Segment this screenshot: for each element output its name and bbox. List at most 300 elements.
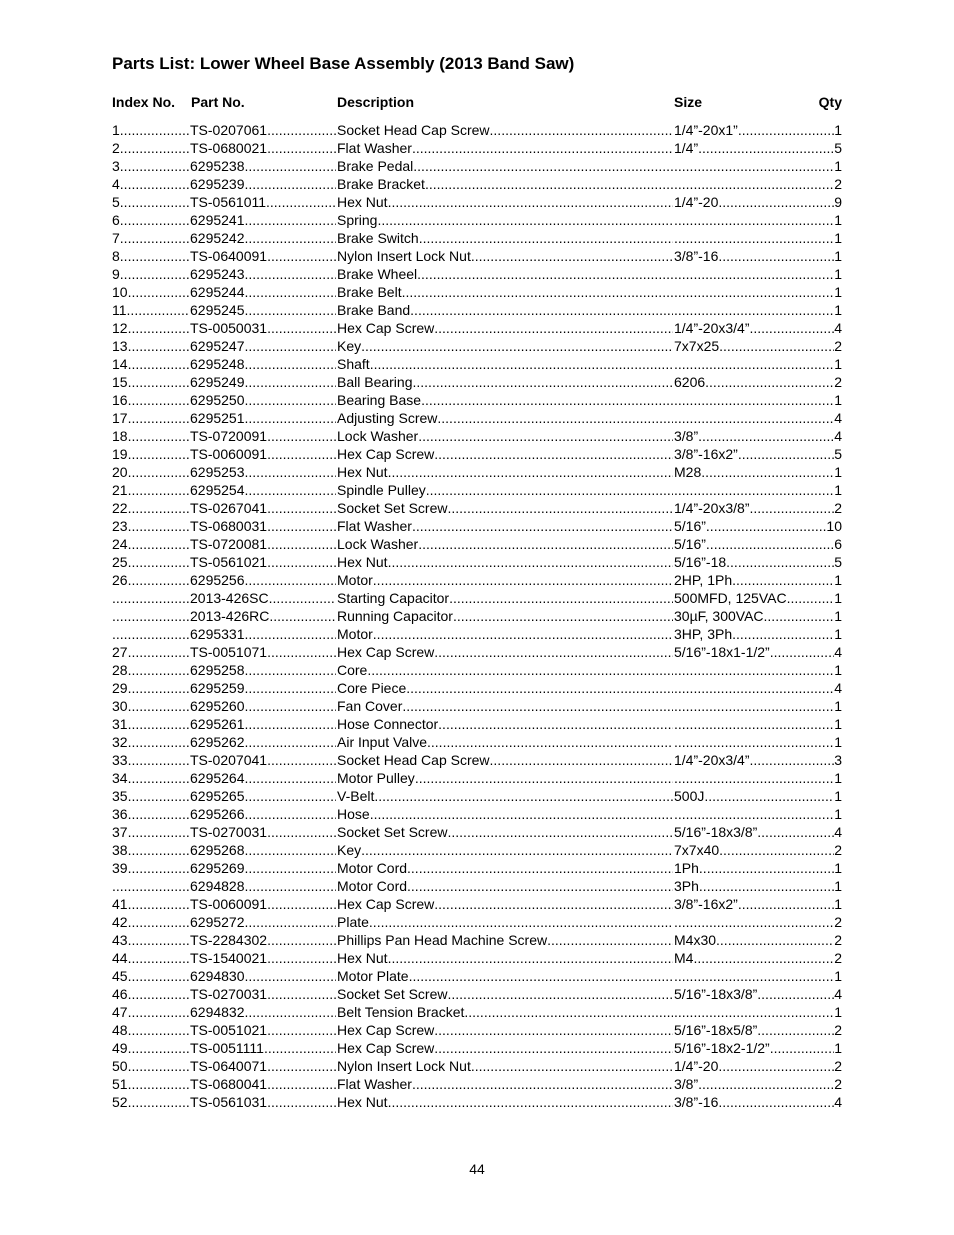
index-cell-text: 18: [112, 428, 128, 444]
table-row: [0, 283, 954, 301]
description-cell-text: Hex Nut: [337, 194, 388, 210]
dot-leader: [120, 157, 189, 175]
dot-leader: [701, 463, 834, 481]
size-cell: [674, 733, 842, 751]
part-cell: [190, 427, 336, 445]
description-cell-text: Hex Cap Screw: [337, 1022, 435, 1038]
table-row: [0, 1093, 954, 1111]
dot-leader: [245, 769, 336, 787]
dot-leader: [764, 607, 835, 625]
dot-leader: [732, 571, 834, 589]
size-cell-text: 3HP, 3Ph: [674, 626, 733, 642]
dot-leader: [245, 337, 336, 355]
description-cell-text: Hose: [337, 806, 370, 822]
index-cell: [112, 139, 189, 157]
size-cell-text: 1Ph: [674, 860, 699, 876]
description-cell: [337, 1057, 673, 1075]
dot-leader: [269, 589, 336, 607]
dot-leader: [267, 553, 336, 571]
index-cell-text: 34: [112, 770, 128, 786]
size-cell-text: 30µF, 300VAC: [674, 608, 764, 624]
part-cell-text: TS-0720091: [190, 428, 268, 444]
table-row: [0, 589, 954, 607]
description-cell: [337, 535, 673, 553]
description-cell: [337, 445, 673, 463]
description-cell-text: Hex Cap Screw: [337, 320, 435, 336]
size-cell-text: 5/16”-18x1-1/2”: [674, 644, 770, 660]
index-cell-text: 19: [112, 446, 128, 462]
description-cell: [337, 661, 673, 679]
index-cell: [112, 481, 189, 499]
table-row: [0, 949, 954, 967]
part-cell-text: 6295269: [190, 860, 245, 876]
dot-leader: [112, 877, 189, 895]
dot-leader: [547, 931, 673, 949]
size-cell-text: 5/16”-18x3/8”: [674, 986, 758, 1002]
description-cell-text: Hex Nut: [337, 464, 388, 480]
size-cell-text: 2HP, 1Ph: [674, 572, 733, 588]
table-row: [0, 517, 954, 535]
dot-leader: [128, 391, 189, 409]
dot-leader: [718, 247, 834, 265]
size-cell-text: 5/16”-18x2-1/2”: [674, 1040, 770, 1056]
dot-leader: [267, 931, 336, 949]
index-cell-text: 44: [112, 950, 128, 966]
dot-leader: [409, 967, 673, 985]
dot-leader: [245, 463, 336, 481]
description-cell-text: Motor Cord: [337, 860, 408, 876]
part-cell-text: TS-0270031: [190, 824, 268, 840]
part-cell: [190, 211, 336, 229]
dot-leader: [245, 355, 336, 373]
dot-leader: [245, 967, 336, 985]
dot-leader: [413, 373, 674, 391]
dot-leader: [128, 697, 189, 715]
description-cell: [337, 463, 673, 481]
dot-leader: [406, 679, 673, 697]
dot-leader: [128, 499, 189, 517]
index-cell-text: 21: [112, 482, 128, 498]
size-cell-text: 3/8”-16: [674, 1094, 719, 1110]
table-row: [0, 247, 954, 265]
qty-cell: 1: [834, 248, 842, 264]
table-row: [0, 1021, 954, 1039]
size-cell: [674, 481, 842, 499]
dot-leader: [128, 1075, 189, 1093]
part-cell: [190, 589, 336, 607]
size-cell: [674, 463, 842, 481]
size-cell: [674, 409, 842, 427]
dot-leader: [267, 985, 336, 1003]
dot-leader: [128, 481, 189, 499]
part-cell: [190, 1021, 336, 1039]
index-cell: [112, 499, 189, 517]
description-cell-text: Spring: [337, 212, 378, 228]
qty-cell: 2: [834, 1022, 842, 1038]
dot-leader: [367, 661, 673, 679]
part-cell: [190, 733, 336, 751]
dot-leader: [699, 859, 834, 877]
dot-leader: [112, 625, 189, 643]
qty-cell: 2: [834, 500, 842, 516]
description-cell: [337, 121, 673, 139]
index-cell: [112, 985, 189, 1003]
part-cell: [190, 319, 336, 337]
index-cell-text: 38: [112, 842, 128, 858]
description-cell-text: Shaft: [337, 356, 370, 372]
index-cell-text: 41: [112, 896, 128, 912]
part-cell-text: 6295331: [190, 626, 245, 642]
dot-leader: [448, 985, 674, 1003]
part-cell: [190, 625, 336, 643]
dot-leader: [674, 301, 834, 319]
qty-cell: 1: [834, 968, 842, 984]
description-cell-text: Nylon Insert Lock Nut: [337, 248, 471, 264]
size-cell: [674, 805, 842, 823]
index-cell-text: 32: [112, 734, 128, 750]
part-cell: [190, 1057, 336, 1075]
dot-leader: [705, 373, 834, 391]
dot-leader: [749, 319, 834, 337]
description-cell-text: Brake Band: [337, 302, 411, 318]
description-cell-text: Core: [337, 662, 368, 678]
size-cell: [674, 643, 842, 661]
index-cell-text: 8: [112, 248, 120, 264]
description-cell: [337, 391, 673, 409]
table-row: [0, 859, 954, 877]
description-cell: [337, 967, 673, 985]
dot-leader: [718, 1093, 834, 1111]
dot-leader: [738, 445, 834, 463]
dot-leader: [410, 301, 673, 319]
dot-leader: [128, 787, 189, 805]
dot-leader: [719, 841, 834, 859]
size-cell-text: 5/16”: [674, 518, 706, 534]
dot-leader: [706, 517, 827, 535]
index-cell-text: 22: [112, 500, 128, 516]
dot-leader: [128, 661, 189, 679]
dot-leader: [674, 175, 834, 193]
index-cell: [112, 859, 189, 877]
dot-leader: [674, 265, 834, 283]
description-cell-text: Fan Cover: [337, 698, 403, 714]
dot-leader: [370, 355, 673, 373]
description-cell: [337, 481, 673, 499]
dot-leader: [245, 283, 336, 301]
dot-leader: [266, 193, 336, 211]
qty-cell: 1: [834, 662, 842, 678]
dot-leader: [120, 229, 189, 247]
size-cell-text: M4: [674, 950, 694, 966]
description-cell-text: Hex Cap Screw: [337, 1040, 435, 1056]
dot-leader: [674, 481, 834, 499]
dot-leader: [402, 283, 673, 301]
part-cell-text: 6295268: [190, 842, 245, 858]
dot-leader: [434, 1039, 673, 1057]
index-cell-text: 28: [112, 662, 128, 678]
dot-leader: [120, 247, 189, 265]
dot-leader: [128, 823, 189, 841]
part-cell: [190, 499, 336, 517]
dot-leader: [128, 535, 189, 553]
dot-leader: [471, 247, 673, 265]
dot-leader: [267, 499, 336, 517]
dot-leader: [128, 931, 189, 949]
dot-leader: [434, 895, 673, 913]
size-cell: [674, 1057, 842, 1075]
dot-leader: [674, 229, 834, 247]
description-cell: [337, 625, 673, 643]
table-row: [0, 535, 954, 553]
part-cell-text: TS-0640091: [190, 248, 268, 264]
description-cell-text: Flat Washer: [337, 518, 412, 534]
part-cell: [190, 391, 336, 409]
size-cell: [674, 931, 842, 949]
size-cell: [674, 445, 842, 463]
part-cell-text: TS-0680021: [190, 140, 268, 156]
dot-leader: [674, 913, 834, 931]
qty-cell: 2: [834, 842, 842, 858]
dot-leader: [757, 1021, 834, 1039]
size-cell: [674, 139, 842, 157]
index-cell: [112, 931, 189, 949]
description-cell: [337, 373, 673, 391]
part-cell-text: 6295265: [190, 788, 245, 804]
description-cell: [337, 679, 673, 697]
qty-cell: 1: [834, 284, 842, 300]
part-cell-text: 6295254: [190, 482, 245, 498]
size-cell-text: 1/4”-20: [674, 1058, 719, 1074]
table-row: [0, 499, 954, 517]
dot-leader: [415, 769, 673, 787]
dot-leader: [245, 571, 336, 589]
description-cell-text: Motor: [337, 572, 373, 588]
qty-cell: 4: [834, 320, 842, 336]
size-cell: [674, 697, 842, 715]
size-cell: [674, 823, 842, 841]
table-row: [0, 877, 954, 895]
part-cell-text: TS-0640071: [190, 1058, 268, 1074]
index-cell: [112, 463, 189, 481]
description-cell-text: Belt Tension Bracket: [337, 1004, 465, 1020]
index-cell: [112, 571, 189, 589]
qty-cell: 4: [834, 680, 842, 696]
index-cell-text: 43: [112, 932, 128, 948]
dot-leader: [120, 139, 189, 157]
table-row: [0, 409, 954, 427]
dot-leader: [361, 841, 673, 859]
qty-cell: 1: [834, 302, 842, 318]
size-cell: [674, 391, 842, 409]
dot-leader: [421, 391, 673, 409]
description-cell-text: Hex Cap Screw: [337, 896, 435, 912]
part-cell-text: TS-0561031: [190, 1094, 268, 1110]
dot-leader: [453, 607, 673, 625]
dot-leader: [245, 733, 336, 751]
part-cell: [190, 175, 336, 193]
index-cell: [112, 355, 189, 373]
size-cell: [674, 301, 842, 319]
size-cell: [674, 859, 842, 877]
qty-cell: 1: [834, 806, 842, 822]
table-row: [0, 265, 954, 283]
dot-leader: [426, 481, 673, 499]
qty-cell: 2: [834, 176, 842, 192]
index-cell: [112, 589, 189, 607]
size-cell: [674, 787, 842, 805]
description-cell: [337, 931, 673, 949]
table-row: [0, 715, 954, 733]
dot-leader: [128, 355, 189, 373]
dot-leader: [128, 967, 189, 985]
part-cell: [190, 463, 336, 481]
description-cell: [337, 319, 673, 337]
index-cell: [112, 211, 189, 229]
dot-leader: [738, 895, 834, 913]
index-cell-text: 7: [112, 230, 120, 246]
table-row: [0, 481, 954, 499]
dot-leader: [738, 121, 834, 139]
dot-leader: [674, 697, 834, 715]
dot-leader: [402, 697, 673, 715]
size-cell-text: 3Ph: [674, 878, 699, 894]
dot-leader: [128, 733, 189, 751]
part-cell-text: 2013-426SC: [190, 590, 269, 606]
dot-leader: [128, 553, 189, 571]
part-cell: [190, 355, 336, 373]
description-cell: [337, 247, 673, 265]
size-cell-text: 1/4”-20x1”: [674, 122, 738, 138]
table-row: [0, 157, 954, 175]
description-cell: [337, 859, 673, 877]
table-row: [0, 373, 954, 391]
dot-leader: [128, 895, 189, 913]
index-cell-text: 23: [112, 518, 128, 534]
table-row: [0, 985, 954, 1003]
index-cell: [112, 877, 189, 895]
index-cell: [112, 967, 189, 985]
dot-leader: [128, 409, 189, 427]
index-cell-text: 52: [112, 1094, 128, 1110]
size-cell: [674, 121, 842, 139]
part-cell: [190, 643, 336, 661]
index-cell: [112, 913, 189, 931]
part-cell: [190, 445, 336, 463]
dot-leader: [128, 985, 189, 1003]
dot-leader: [267, 643, 336, 661]
dot-leader: [674, 211, 834, 229]
description-cell: [337, 589, 673, 607]
index-cell-text: 46: [112, 986, 128, 1002]
part-cell: [190, 157, 336, 175]
index-cell: [112, 733, 189, 751]
dot-leader: [373, 625, 673, 643]
dot-leader: [412, 517, 673, 535]
dot-leader: [128, 805, 189, 823]
part-cell: [190, 571, 336, 589]
qty-cell: 1: [834, 788, 842, 804]
dot-leader: [267, 949, 336, 967]
description-cell-text: Brake Bracket: [337, 176, 425, 192]
index-cell-text: 26: [112, 572, 128, 588]
dot-leader: [245, 877, 336, 895]
dot-leader: [245, 229, 336, 247]
description-cell: [337, 175, 673, 193]
qty-cell: 1: [834, 1040, 842, 1056]
dot-leader: [674, 409, 834, 427]
dot-leader: [128, 571, 189, 589]
dot-leader: [674, 355, 834, 373]
part-cell-text: 6295272: [190, 914, 245, 930]
part-cell-text: TS-0720081: [190, 536, 268, 552]
table-row: [0, 355, 954, 373]
index-cell: [112, 517, 189, 535]
table-row: [0, 427, 954, 445]
part-cell-text: 6295239: [190, 176, 245, 192]
table-row: [0, 445, 954, 463]
table-row: [0, 337, 954, 355]
part-cell-text: TS-0207061: [190, 122, 268, 138]
part-cell: [190, 967, 336, 985]
dot-leader: [267, 751, 336, 769]
description-cell-text: Hex Nut: [337, 950, 388, 966]
dot-leader: [245, 157, 336, 175]
description-cell: [337, 499, 673, 517]
dot-leader: [698, 1075, 834, 1093]
header-description: Description: [337, 94, 415, 110]
qty-cell: 9: [834, 194, 842, 210]
qty-cell: 1: [834, 626, 842, 642]
description-cell-text: Hex Nut: [337, 1094, 388, 1110]
size-cell: [674, 625, 842, 643]
dot-leader: [419, 229, 673, 247]
dot-leader: [128, 715, 189, 733]
index-cell-text: 1: [112, 122, 120, 138]
dot-leader: [749, 499, 834, 517]
index-cell: [112, 1039, 189, 1057]
qty-cell: 1: [834, 572, 842, 588]
index-cell-text: 35: [112, 788, 128, 804]
dot-leader: [128, 337, 189, 355]
index-cell: [112, 229, 189, 247]
page-title: Parts List: Lower Wheel Base Assembly (2013 Band Saw): [112, 54, 575, 73]
size-cell-text: 3/8”-16x2”: [674, 896, 738, 912]
index-cell: [112, 841, 189, 859]
index-cell: [112, 391, 189, 409]
description-cell: [337, 1093, 673, 1111]
size-cell-text: 3/8”: [674, 428, 699, 444]
dot-leader: [128, 841, 189, 859]
dot-leader: [245, 661, 336, 679]
part-cell-text: 6295245: [190, 302, 245, 318]
size-cell: [674, 517, 842, 535]
table-row: [0, 1039, 954, 1057]
size-cell-text: M28: [674, 464, 702, 480]
part-cell: [190, 823, 336, 841]
description-cell-text: Brake Belt: [337, 284, 402, 300]
description-cell-text: Key: [337, 338, 362, 354]
size-cell-text: 5/16”-18x5/8”: [674, 1022, 758, 1038]
part-cell-text: TS-0060091: [190, 896, 268, 912]
index-cell-text: 12: [112, 320, 128, 336]
part-cell-text: 6295262: [190, 734, 245, 750]
dot-leader: [770, 643, 834, 661]
dot-leader: [674, 967, 834, 985]
size-cell-text: 7x7x40: [674, 842, 720, 858]
index-cell: [112, 805, 189, 823]
qty-cell: 6: [834, 536, 842, 552]
index-cell-text: 51: [112, 1076, 128, 1092]
